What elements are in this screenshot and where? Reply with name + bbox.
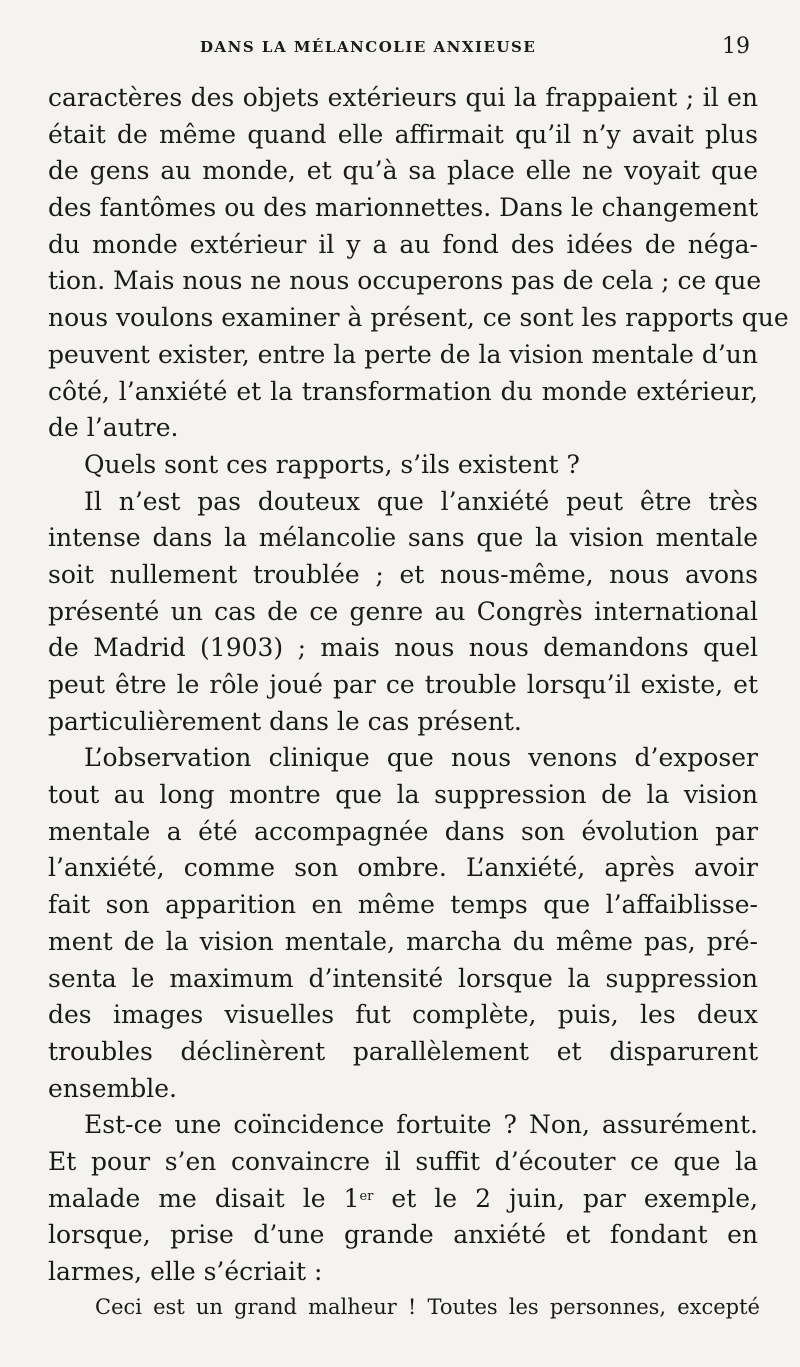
text-line: peut être le rôle joué par ce trouble lorsqu’il existe, et bbox=[48, 670, 758, 699]
text-line: fait son apparition en même temps que l’affaiblisse- bbox=[48, 890, 758, 920]
text-line: larmes, elle s’écriait : bbox=[48, 1257, 323, 1286]
text-line: Est-ce une coïncidence fortuite ? Non, assurément. bbox=[84, 1110, 758, 1140]
text-line: Et pour s’en convaincre il suffit d’écouter ce que la bbox=[48, 1146, 758, 1176]
text-line: particulièrement dans le cas présent. bbox=[48, 706, 522, 736]
line-text: et le 2 juin, par exemple, bbox=[373, 1183, 759, 1213]
text-line: tion. Mais nous ne nous occuperons pas de cela ; ce que bbox=[48, 266, 762, 296]
line-text: malade me disait le 1 bbox=[48, 1183, 360, 1213]
text-line: lorsque, prise d’une grande anxiété et fondant en bbox=[48, 1220, 758, 1250]
text-line: Quels sont ces rapports, s’ils existent ? bbox=[84, 449, 580, 479]
text-line-with-superscript bbox=[48, 1181, 758, 1218]
page-number: 19 bbox=[722, 34, 750, 59]
text-line: caractères des objets extérieurs qui la frappaient ; il en bbox=[48, 83, 758, 112]
superscript-ordinal: er bbox=[359, 1188, 374, 1204]
text-line: était de même quand elle affirmait qu’il n’y avait plus bbox=[48, 119, 758, 149]
text-line: de l’autre. bbox=[48, 413, 179, 443]
text-line: intense dans la mélancolie sans que la vision mentale bbox=[48, 523, 758, 553]
text-line: de gens au monde, et qu’à sa place elle ne voyait que bbox=[48, 156, 758, 186]
body-text bbox=[48, 80, 789, 1291]
quotation-line: Ceci est un grand malheur ! Toutes les personnes, excepté bbox=[95, 1295, 760, 1319]
text-line: des fantômes ou des marionnettes. Dans le changement bbox=[48, 193, 759, 223]
text-line: peuvent exister, entre la perte de la vision mentale d’un bbox=[48, 339, 758, 369]
text-line: du monde extérieur il y a au fond des idées de néga- bbox=[48, 229, 758, 259]
text-line: côté, l’anxiété et la transformation du monde extérieur, bbox=[48, 376, 758, 406]
text-line: l’anxiété, comme son ombre. L’anxiété, après avoir bbox=[48, 853, 758, 883]
text-line: mentale a été accompagnée dans son évolution par bbox=[48, 816, 758, 846]
text-line: Il n’est pas douteux que l’anxiété peut être très bbox=[84, 486, 758, 516]
page-header bbox=[60, 34, 750, 64]
text-line: ment de la vision mentale, marcha du même pas, pré- bbox=[48, 926, 758, 956]
text-line: des images visuelles fut complète, puis, les deux bbox=[48, 1000, 758, 1030]
text-line: senta le maximum d’intensité lorsque la suppression bbox=[48, 963, 758, 993]
text-line: nous voulons examiner à présent, ce sont les rapports que bbox=[48, 303, 789, 333]
text-line: soit nullement troublée ; et nous-même, nous avons bbox=[48, 559, 758, 589]
text-line: de Madrid (1903) ; mais nous nous demandons quel bbox=[48, 633, 758, 663]
text-line: tout au long montre que la suppression de la vision bbox=[48, 780, 758, 810]
text-line: présenté un cas de ce genre au Congrès international bbox=[48, 596, 758, 626]
text-line: ensemble. bbox=[48, 1073, 177, 1103]
text-line: troubles déclinèrent parallèlement et disparurent bbox=[48, 1036, 758, 1066]
running-head: DANS LA MÉLANCOLIE ANXIEUSE bbox=[200, 38, 537, 56]
text-line: L’observation clinique que nous venons d’exposer bbox=[84, 743, 758, 773]
